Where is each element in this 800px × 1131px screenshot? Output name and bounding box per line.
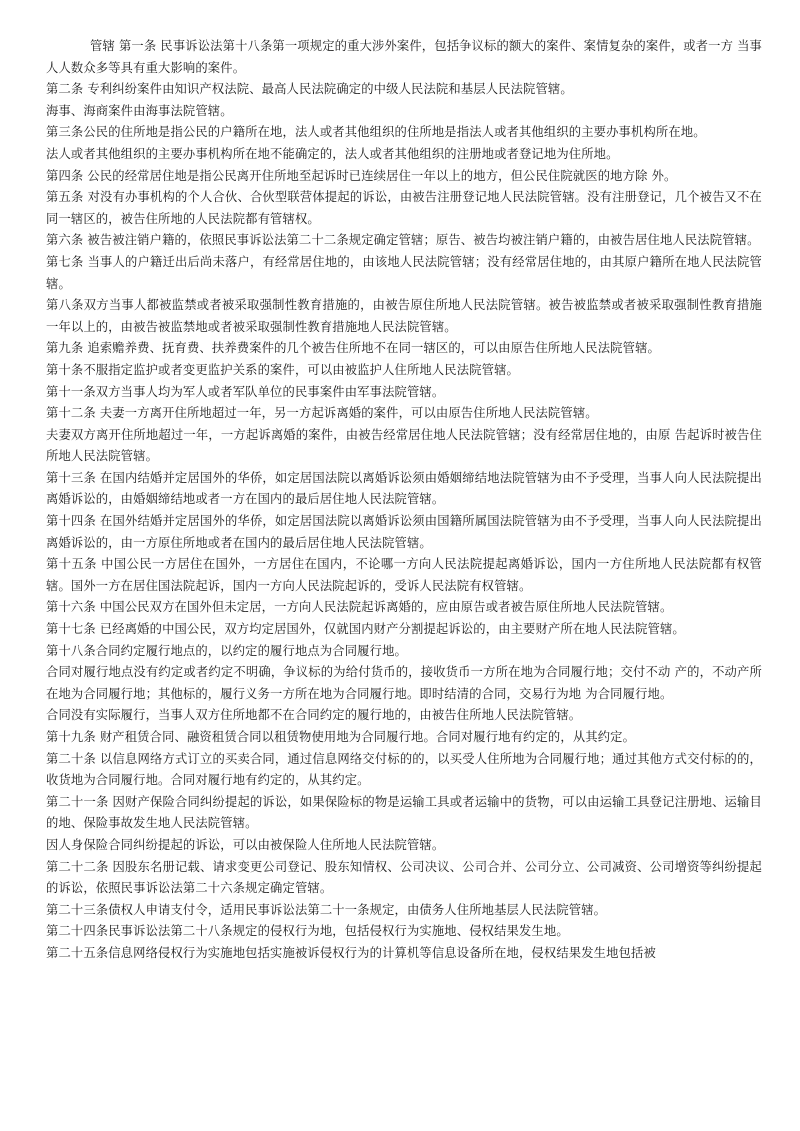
paragraph-art21: 第二十一条 因财产保险合同纠纷提起的诉讼，如果保险标的物是运输工具或者运输中的货物，可以由运输工具登记注册地、运输目的地、保险事故发生地人民法院管辖。 <box>46 794 762 831</box>
paragraph-art3: 第三条公民的住所地是指公民的户籍所在地，法人或者其他组织的住所地是指法人或者其他组织的主要办事机构所在地。 <box>46 125 706 140</box>
paragraph-art10: 第十条不服指定监护或者变更监护关系的案件，可以由被监护人住所地人民法院管辖。 <box>46 362 519 377</box>
paragraph-art22: 第二十二条 因股东名册记载、请求变更公司登记、股东知情权、公司决议、公司合并、公司分立、公司减资、公司增资等纠纷提起的诉讼，依照民事诉讼法第二十六条规定确定管辖。 <box>46 859 762 896</box>
paragraph-art19: 第十九条 财产租赁合同、融资租赁合同以租赁物使用地为合同履行地。合同对履行地有约定的，从其约定。 <box>46 730 636 744</box>
paragraph-art18-cont2: 合同没有实际履行，当事人双方住所地都不在合同约定的履行地的，由被告住所地人民法院管辖。 <box>46 708 582 723</box>
paragraph-art13: 第十三条 在国内结婚并定居国外的华侨，如定居国法院以离婚诉讼须由婚姻缔结地法院管辖为由不予受理，当事人向人民法院提出离婚诉讼的，由婚姻缔结地或者一方在国内的最后居住地人民法院管辖。 <box>46 470 762 507</box>
paragraph-art24: 第二十四条民事诉讼法第二十八条规定的侵权行为地，包括侵权行为实施地、侵权结果发生地。 <box>46 924 569 939</box>
paragraph-art3-cont: 法人或者其他组织的主要办事机构所在地不能确定的，法人或者其他组织的注册地或者登记地为住所地。 <box>46 146 619 161</box>
paragraph-art6: 第六条 被告被注销户籍的，依照民事诉讼法第二十二条规定确定管辖；原告、被告均被注销户籍的，由被告居住地人民法院管辖。 <box>46 233 760 248</box>
paragraph-art17: 第十七条 已经离婚的中国公民，双方均定居国外，仅就国内财产分割提起诉讼的，由主要财产所在地人民法院管辖。 <box>46 622 685 637</box>
paragraph-art23: 第二十三条债权人申请支付令，适用民事诉讼法第二十一条规定，由债务人住所地基层人民法院管辖。 <box>46 902 607 917</box>
paragraph-art1: 管辖 第一条 民事诉讼法第十八条第一项规定的重大涉外案件，包括争议标的额大的案件、案情复杂的案件，或者一方 当事人人数众多等具有重大影响的案件。 <box>46 39 762 75</box>
paragraph-art7: 第七条 当事人的户籍迁出后尚未落户，有经常居住地的，由该地人民法院管辖；没有经常居住地的，由其原户籍所在地人民法院管辖。 <box>46 254 762 291</box>
paragraph-art25: 第二十五条信息网络侵权行为实施地包括实施被诉侵权行为的计算机等信息设备所在地，侵权结果发生地包括被 <box>46 945 656 960</box>
paragraph-art2: 第二条 专利纠纷案件由知识产权法院、最高人民法院确定的中级人民法院和基层人民法院管辖。 <box>46 82 573 97</box>
paragraph-art18: 第十八条合同约定履行地点的，以约定的履行地点为合同履行地。 <box>46 643 407 658</box>
paragraph-art18-cont: 合同对履行地点没有约定或者约定不明确，争议标的为给付货币的，接收货币一方所在地为合同履行地；交付不动 产的，不动产所在地为合同履行地；其他标的，履行义务一方所在地为合同履行地。即时结清的合同，交易行为地 为合同履行地。 <box>46 665 762 701</box>
paragraph-art20: 第二十条 以信息网络方式订立的买卖合同，通过信息网络交付标的的，以买受人住所地为合同履行地；通过其他方式交付标的的，收货地为合同履行地。合同对履行地有约定的，从其约定。 <box>46 751 762 788</box>
paragraph-art12-cont: 夫妻双方离开住所地超过一年，一方起诉离婚的案件，由被告经常居住地人民法院管辖；没有经常居住地的，由原 告起诉时被告住所地人民法院管辖。 <box>46 427 762 464</box>
paragraph-art15: 第十五条 中国公民一方居住在国外，一方居住在国内，不论哪一方向人民法院提起离婚诉讼，国内一方住所地人民法院都有权管辖。国外一方在居住国法院起诉，国内一方向人民法院起诉的，受诉人民法院有权管辖。 <box>46 557 762 593</box>
document-body <box>46 36 762 965</box>
paragraph-maritime: 海事、海商案件由海事法院管辖。 <box>46 103 233 118</box>
paragraph-art11: 第十一条双方当事人均为军人或者军队单位的民事案件由军事法院管辖。 <box>46 384 445 399</box>
paragraph-art8: 第八条双方当事人都被监禁或者被采取强制性教育措施的，由被告原住所地人民法院管辖。被告被监禁或者被采取强制性教育措施一年以上的，由被告被监禁地或者被采取强制性教育措施地人民法院管辖。 <box>46 298 762 334</box>
paragraph-art16: 第十六条 中国公民双方在国外但未定居，一方向人民法院起诉离婚的，应由原告或者被告原住所地人民法院管辖。 <box>46 600 673 615</box>
paragraph-art4: 第四条 公民的经常居住地是指公民离开住所地至起诉时已连续居住一年以上的地方，但公民住院就医的地方除 外。 <box>46 168 677 183</box>
paragraph-art9: 第九条 追索赡养费、抚育费、扶养费案件的几个被告住所地不在同一辖区的，可以由原告住所地人民法院管辖。 <box>46 341 660 356</box>
paragraph-art21-cont: 因人身保险合同纠纷提起的诉讼，可以由被保险人住所地人民法院管辖。 <box>46 837 445 852</box>
paragraph-art14: 第十四条 在国外结婚并定居国外的华侨，如定居国法院以离婚诉讼须由国籍所属国法院管辖为由不予受理，当事人向人民法院提出离婚诉讼的，由一方原住所地或者在国内的最后居住地人民法院管辖。 <box>46 514 762 550</box>
paragraph-art5: 第五条 对没有办事机构的个人合伙、合伙型联营体提起的诉讼，由被告注册登记地人民法院管辖。没有注册登记，几个被告又不在同一辖区的，被告住所地的人民法院都有管辖权。 <box>46 190 762 226</box>
paragraph-art12: 第十二条 夫妻一方离开住所地超过一年，另一方起诉离婚的案件，可以由原告住所地人民法院管辖。 <box>46 406 598 421</box>
